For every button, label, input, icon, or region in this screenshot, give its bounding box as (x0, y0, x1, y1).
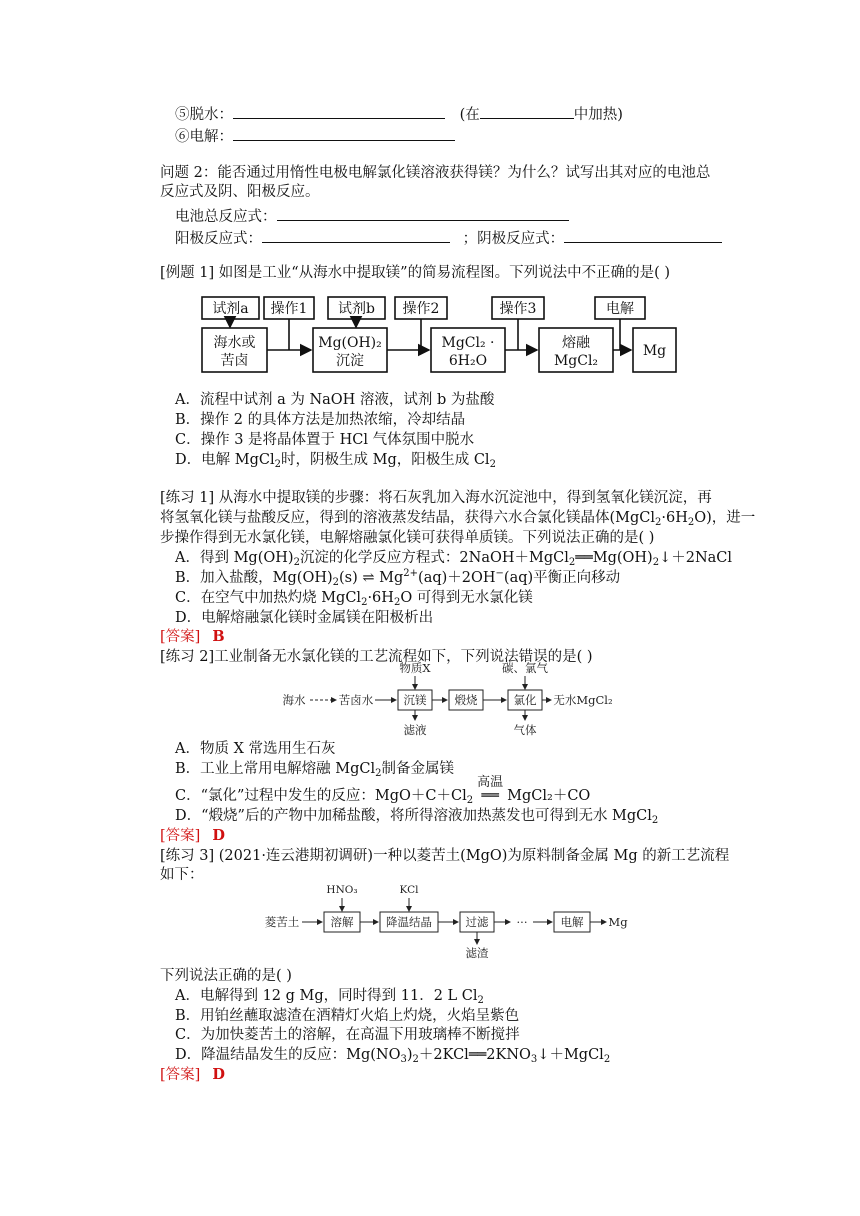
practice1-option-a: A．得到 $Mg(OH)_2$沉淀的化学反应方程式：$2NaOH+MgCl_2══Mg(OH)_2↓+2NaCl$ (175, 550, 733, 568)
chlorinate-label: 氯化 (513, 693, 537, 707)
total-reaction-line (175, 206, 569, 226)
item-5-label: ⑤脱水： (175, 107, 233, 123)
p3-d-mid2: ＋2KCl══2KNO (418, 1047, 531, 1063)
p1-l2-pre: 将氢氧化镁与盐酸反应，得到的溶液蒸发结晶，获得六水合氯化镁晶体(MgCl (160, 510, 656, 526)
p1-a-mid2: ══Mg(OH) (575, 550, 653, 566)
practice2-option-b: B．工业上常用电解熔融 MgCl$_2$制备金属镁 (175, 761, 454, 779)
p2-c-post: MgCl₂＋CO (507, 788, 591, 804)
p2-c-pre: C．“氯化”过程中发生的反应：MgO＋C＋Cl (175, 788, 467, 804)
p1-a-post: ↓＋2NaCl (659, 550, 733, 566)
practice3-option-b: B．用铂丝蘸取滤渣在酒精灯火焰上灼烧，火焰呈紫色 (175, 1008, 520, 1024)
anode-label: 阳极反应式： (175, 231, 262, 247)
item-5-paren: (在 (459, 107, 480, 123)
p1-b-mid: (s) ⇌ Mg (339, 570, 404, 586)
operation1-text: 操作1 (270, 301, 308, 317)
p3-d-mid3: ↓＋MgCl (537, 1047, 604, 1063)
mgoh2-text2: 沉淀 (336, 353, 364, 369)
practice1-option-d: D．电解熔融氯化镁时金属镁在阳极析出 (175, 610, 434, 626)
p2-answer-label: [答案] (160, 828, 201, 844)
p1-answer-label: [答案] (160, 629, 201, 645)
mgoh2-text1: Mg(OH)₂ (318, 335, 382, 351)
molten-text1: 熔融 (562, 335, 590, 351)
example1-option-c: C．操作 3 是将晶体置于 HCl 气体氛围中脱水 (175, 432, 475, 448)
start-label: 菱苦土 (264, 915, 300, 929)
molten-text2: MgCl₂ (553, 353, 599, 369)
electrode-line (175, 228, 722, 248)
filtrate-label: 滤液 (403, 723, 427, 737)
operation3-text: 操作3 (499, 301, 537, 317)
p3-a-pre: A．电解得到 12 g Mg，同时得到 11．2 L Cl (175, 988, 478, 1004)
example1-option-d: D．电解 MgCl$_2$时，阴极生成 Mg，阳极生成 $Cl_2$ (175, 452, 496, 470)
x-label: 物质X (399, 661, 431, 675)
practice2-option-a: A．物质 X 常选用生石灰 (175, 741, 336, 757)
total-reaction-label: 电池总反应式： (175, 209, 277, 225)
p1-a-mid: 沉淀的化学反应方程式：2NaOH＋MgCl (299, 550, 569, 566)
filter-label: 过滤 (465, 915, 489, 929)
example1-flowchart (195, 294, 681, 376)
practice3-option-c: C．为加快菱苦土的溶解，在高温下用玻璃棒不断搅拌 (175, 1027, 520, 1043)
high-temp-equals: 高温 ══ (473, 787, 507, 805)
precip-label: 沉镁 (403, 693, 427, 707)
blank-anode[interactable] (262, 228, 450, 243)
practice1-line1: [练习 1] 从海水中提取镁的步骤：将石灰乳加入海水沉淀池中，得到氢氧化镁沉淀，再 (160, 490, 712, 506)
practice3-line2: 如下： (160, 867, 204, 883)
item-5-close: 中加热) (573, 107, 623, 123)
hydrate-text1: MgCl₂ · (441, 335, 495, 351)
seawater-label: 海水 (282, 693, 306, 707)
practice3-option-d: D．降温结晶发生的反应：$Mg(NO_3)_2+2KCl══2KNO_3↓+MgCl_2$ (175, 1047, 611, 1065)
opt-d-pre: D．电解 MgCl (175, 452, 275, 468)
practice1-option-b: B．加入盐酸，$Mg(OH)_2(s)$ ⇌ $Mg^{2+}(aq)+2OH^-(aq)$平衡正向移动 (175, 568, 621, 588)
p1-l2-post: O)，进一 (694, 510, 756, 526)
cathode-label: ；阴极反应式： (462, 231, 565, 247)
dissolve-label: 溶解 (330, 915, 354, 929)
practice2-flowchart (280, 660, 640, 740)
end-label: Mg (608, 915, 628, 929)
blank-5b[interactable] (480, 104, 574, 119)
residue-label: 滤渣 (465, 946, 489, 960)
electro-label: 电解 (560, 915, 584, 929)
p2-b-post: 制备金属镁 (381, 761, 454, 777)
blank-cathode[interactable] (564, 228, 722, 243)
p1-b-pre: B．加入盐酸，Mg(OH) (175, 570, 333, 586)
product-label: 无水MgCl₂ (553, 693, 613, 707)
example1-option-a: A．流程中试剂 a 为 NaOH 溶液，试剂 b 为盐酸 (175, 392, 495, 408)
p1-c-post: O 可得到无水氯化镁 (400, 590, 533, 606)
kcl-label: KCl (399, 884, 419, 896)
example1-option-b: B．操作 2 的具体方法是加热浓缩，冷却结晶 (175, 412, 466, 428)
electrolysis-text: 电解 (606, 301, 634, 317)
cl-label: 碳、氯气 (502, 661, 548, 675)
p2-d-pre: D．“煅烧”后的产物中加稀盐酸，将所得溶液加热蒸发也可得到无水 MgCl (175, 808, 652, 824)
practice3-answer (160, 1066, 225, 1084)
mg-text: Mg (642, 343, 667, 359)
p1-l2-mid: ·6H (661, 510, 688, 526)
reagent-a-text: 试剂a (212, 301, 249, 317)
blank-6[interactable] (233, 126, 455, 141)
p1-c-pre: C．在空气中加热灼烧 MgCl (175, 590, 362, 606)
practice2-option-d: D．“煅烧”后的产物中加稀盐酸，将所得溶液加热蒸发也可得到无水 MgCl$_2$ (175, 808, 659, 826)
p1-c-mid: ·6H (367, 590, 394, 606)
practice2-stem: [练习 2]工业制备无水氯化镁的工艺流程如下，下列说法错误的是( ) (160, 649, 593, 665)
opt-d-mid: 时，阴极生成 Mg，阳极生成 Cl (280, 452, 490, 468)
p3-answer-value: D (212, 1066, 225, 1083)
practice1-option-c: C．在空气中加热灼烧 $MgCl_2\cdot 6H_2O$ 可得到无水氯化镁 (175, 590, 533, 608)
brine-label: 苦卤水 (338, 693, 374, 707)
practice2-answer (160, 827, 225, 845)
practice3-line1: [练习 3] (2021·连云港期初调研)一种以菱苦土(MgO)为原料制备金属 Mg 的新工艺流程 (160, 848, 730, 864)
p2-b-pre: B．工业上常用电解熔融 MgCl (175, 761, 376, 777)
practice3-ask: 下列说法正确的是( ) (160, 968, 292, 984)
question2-line1: 问题 2：能否通过用惰性电极电解氯化镁溶液获得镁？为什么？试写出其对应的电池总 (160, 165, 711, 181)
p1-answer-value: B (212, 628, 225, 645)
cryst-label: 降温结晶 (386, 915, 432, 929)
hydrate-text2: 6H₂O (448, 353, 488, 369)
blank-5[interactable] (233, 104, 445, 119)
blank-total[interactable] (277, 206, 569, 221)
practice2-option-c: C．“氯化”过程中发生的反应：$MgO+C+Cl_2$ 高温 ══ MgCl₂＋CO (175, 775, 591, 806)
item-5-line (175, 104, 623, 124)
dots-label: ··· (516, 915, 528, 929)
gas-label: 气体 (513, 723, 537, 737)
example1-stem: [例题 1] 如图是工业“从海水中提取镁”的简易流程图。下列说法中不正确的是( ) (160, 265, 671, 281)
p3-d-pre: D．降温结晶发生的反应：Mg(NO (175, 1047, 401, 1063)
p2-answer-value: D (212, 827, 225, 844)
calcine-label: 煅烧 (454, 693, 478, 707)
seawater-text2: 苦卤 (220, 353, 249, 369)
reagent-b-text: 试剂b (338, 301, 375, 317)
practice1-line2: 将氢氧化镁与盐酸反应，得到的溶液蒸发结晶，获得六水合氯化镁晶体$(MgCl_2\cdot 6H_2O)$，进一 (160, 510, 756, 528)
item-6-label: ⑥电解： (175, 129, 233, 145)
practice3-flowchart (262, 878, 642, 960)
seawater-text1: 海水或 (213, 335, 256, 351)
p3-d-mid: ) (406, 1047, 413, 1063)
p1-a-pre: A．得到 Mg(OH) (175, 550, 294, 566)
hno3-label: HNO₃ (326, 884, 358, 896)
practice3-option-a: A．电解得到 12 g Mg，同时得到 11．2 L $Cl_2$ (175, 988, 484, 1006)
operation2-text: 操作2 (402, 301, 440, 317)
item-6-line (175, 126, 455, 146)
practice1-answer (160, 628, 225, 646)
practice1-line3: 步操作得到无水氯化镁，电解熔融氯化镁可获得单质镁。下列说法正确的是( ) (160, 530, 655, 546)
p1-b-mid2: (aq)＋2OH (418, 570, 496, 586)
p3-answer-label: [答案] (160, 1067, 201, 1083)
question2-line2: 反应式及阴、阳极反应。 (160, 184, 320, 200)
p1-b-post: (aq)平衡正向移动 (503, 570, 621, 586)
condition-high-temp: 高温 (477, 775, 504, 790)
